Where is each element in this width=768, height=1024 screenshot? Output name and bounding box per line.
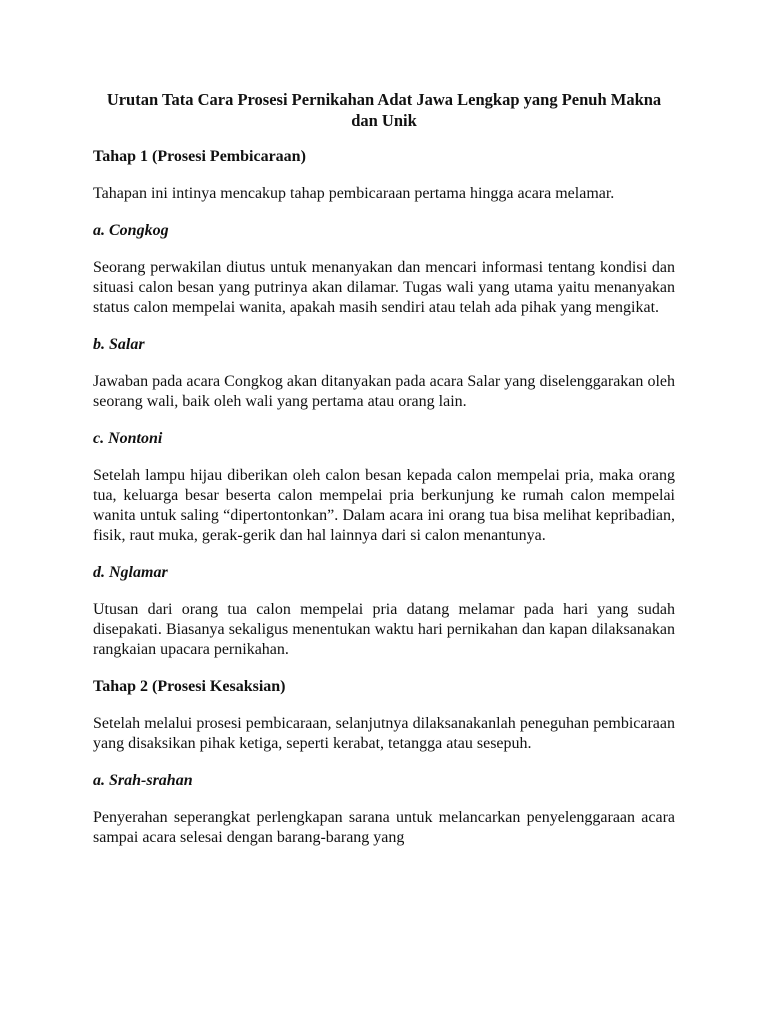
srah-srahan-heading: a. Srah-srahan [93, 772, 193, 789]
congkog-paragraph: Seorang perwakilan diutus untuk menanyakan dan mencari informasi tentang kondisi dan situasi calon besan yang putrinya akan dilamar. Tugas wali yang utama yaitu menanyakan status calon mempelai wanita, apakah masih sendiri atau telah ada pihak yang mengikat. [93, 259, 675, 316]
srah-srahan-paragraph: Penyerahan seperangkat perlengkapan sarana untuk melancarkan penyelenggaraan acara sampai acara selesai dengan barang-barang yang [93, 809, 675, 846]
stage-1-intro-paragraph: Tahapan ini intinya mencakup tahap pembicaraan pertama hingga acara melamar. [93, 185, 615, 202]
nglamar-paragraph: Utusan dari orang tua calon mempelai pria datang melamar pada hari yang sudah disepakati. Biasanya sekaligus menentukan waktu hari pernikahan dan kapan dilaksanakan rangkaian upacara pernikahan. [93, 601, 675, 658]
congkog-heading: a. Congkog [93, 222, 169, 239]
document-title: Urutan Tata Cara Prosesi Pernikahan Adat Jawa Lengkap yang Penuh Makna dan Unik [106, 90, 662, 130]
document-body [93, 89, 675, 865]
stage-2-heading: Tahap 2 (Prosesi Kesaksian) [93, 678, 286, 695]
nglamar-heading: d. Nglamar [93, 564, 168, 581]
nontoni-heading: c. Nontoni [93, 430, 163, 447]
stage-1-heading: Tahap 1 (Prosesi Pembicaraan) [93, 148, 306, 165]
nontoni-paragraph: Setelah lampu hijau diberikan oleh calon besan kepada calon mempelai pria, maka orang tua, keluarga besar beserta calon mempelai pria berkunjung ke rumah calon mempelai wanita untuk saling “dipertontonkan”. Dalam acara ini orang tua bisa melihat kepribadian, fisik, raut muka, gerak-gerik dan hal lainnya dari si calon menantunya. [93, 467, 675, 544]
salar-heading: b. Salar [93, 336, 145, 353]
salar-paragraph: Jawaban pada acara Congkog akan ditanyakan pada acara Salar yang diselenggarakan oleh seorang wali, baik oleh wali yang pertama atau orang lain. [93, 373, 675, 410]
stage-2-intro-paragraph: Setelah melalui prosesi pembicaraan, selanjutnya dilaksanakanlah peneguhan pembicaraan yang disaksikan pihak ketiga, seperti kerabat, tetangga atau sesepuh. [93, 715, 675, 752]
